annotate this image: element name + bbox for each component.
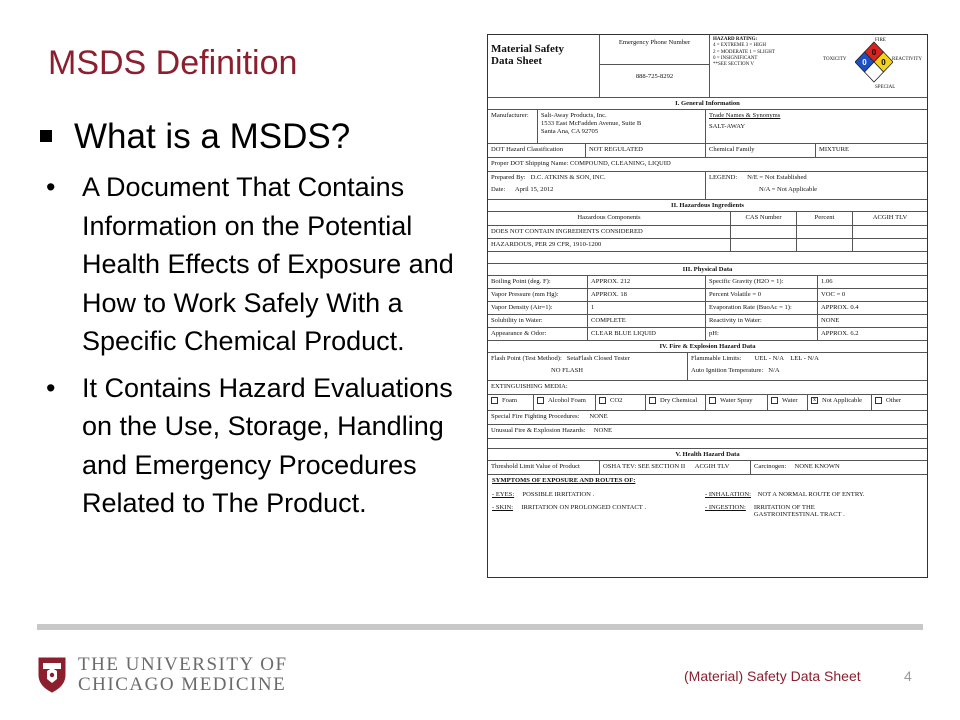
empty-cell: [731, 226, 797, 238]
acgih-tlv: ACGIH TLV: [694, 463, 730, 470]
physical-value: 1.06: [821, 278, 833, 285]
bullet-text: A Document That Contains Information on the Potential Health Effects of Exposure and How to Work Safely With a Specific Chemical Product.: [82, 172, 454, 356]
manufacturer-line: Salt-Away Products, Inc.: [541, 112, 607, 119]
fire-value: 0: [871, 48, 877, 57]
physical-value: APPROX. 18: [588, 289, 706, 301]
symptoms-block: [488, 475, 927, 520]
manufacturer-value: [538, 110, 706, 143]
media-option: [596, 395, 646, 410]
special-label: SPECIAL: [875, 85, 896, 90]
health-value: 0: [862, 58, 867, 67]
unusual-value: NONE: [593, 427, 613, 434]
ingredients-line: HAZARDOUS, PER 29 CFR, 1910-1200: [488, 239, 731, 251]
dot-value: NOT REGULATED: [586, 144, 706, 157]
uel-value: UEL - N/A: [754, 355, 784, 362]
lel-value: LEL - N/A: [790, 355, 819, 362]
hazard-rating-cell: [710, 35, 927, 97]
skin-label: - SKIN:: [492, 504, 514, 511]
media-option: [706, 395, 768, 410]
manufacturer-label: Manufacturer:: [488, 110, 538, 143]
media-option: [808, 395, 872, 410]
page-title: MSDS Definition: [48, 44, 298, 82]
carcinogen-label: Carcinogen:: [754, 463, 787, 470]
date-label: Date:: [491, 186, 506, 194]
section-health-title: V. Health Hazard Data: [488, 449, 927, 461]
flammable-label: Flammable Limits:: [691, 355, 742, 362]
inhalation-value: NOT A NORMAL ROUTE OF ENTRY.: [757, 491, 865, 498]
checkbox-icon: [709, 397, 716, 404]
checkbox-icon: [537, 397, 544, 404]
media-option: [488, 395, 534, 410]
emergency-number: 888-725-8292: [635, 72, 674, 80]
org-name-line2: CHICAGO MEDICINE: [78, 674, 287, 695]
components-header: Hazardous Components: [488, 212, 731, 225]
msds-title-cell: [488, 35, 600, 97]
physical-label: Percent Volatile = 0: [706, 289, 818, 301]
media-option: [646, 395, 706, 410]
section-general-title: I. General Information: [488, 98, 927, 110]
table-row: [488, 315, 927, 328]
footer-caption: (Material) Safety Data Sheet: [684, 668, 861, 684]
reactivity-label: REACTIVITY: [892, 57, 922, 62]
table-row: [488, 289, 927, 302]
media-label: Other: [886, 397, 902, 405]
empty-cell: [853, 239, 927, 251]
table-row: [488, 302, 927, 315]
physical-value: APPROX. 6.2: [821, 330, 859, 337]
section-fire-title: IV. Fire & Explosion Hazard Data: [488, 341, 927, 353]
physical-value: 1: [588, 302, 706, 314]
bullet-list: [46, 168, 466, 531]
date-value: April 15, 2012: [514, 186, 554, 194]
bullet-dot-icon: •: [46, 372, 56, 403]
physical-value: APPROX. 0.4: [821, 304, 859, 311]
legend-cell: [706, 172, 927, 199]
media-option: [534, 395, 596, 410]
media-label: Not Applicable: [822, 397, 863, 405]
physical-value: APPROX. 212: [588, 276, 706, 288]
org-name-line1: THE UNIVERSITY OF: [78, 654, 288, 675]
legend-label: LEGEND:: [709, 174, 738, 181]
footer-divider: [37, 624, 923, 630]
media-label: Water Spray: [720, 397, 753, 405]
empty-cell: [853, 226, 927, 238]
msds-form-image: [487, 34, 928, 578]
flash-method: SetaFlash Closed Tester: [566, 355, 630, 362]
list-item: [46, 168, 466, 361]
flash-cell: [488, 353, 688, 380]
prepared-label: Prepared By:: [491, 174, 526, 181]
media-label: CO2: [610, 397, 623, 405]
eyes-value: POSSIBLE IRRITATION .: [522, 491, 595, 498]
manufacturer-line: Santa Ana, CA 92705: [541, 128, 599, 136]
hazard-rating-line: 2 = MODERATE 1 = SLIGHT: [713, 49, 775, 55]
msds-title-line2: Data Sheet: [491, 55, 543, 68]
physical-label: Appearance & Odor:: [488, 328, 588, 340]
msds-title-line1: Material Safety: [491, 43, 564, 55]
physical-label: Reactivity in Water:: [706, 315, 818, 327]
legend-item: N/E = Not Established: [747, 174, 807, 181]
nfpa-diamond-icon: [855, 40, 893, 88]
skin-value: IRRITATION ON PROLONGED CONTACT .: [521, 504, 646, 511]
table-row: [488, 328, 927, 341]
section-physical-title: III. Physical Data: [488, 264, 927, 276]
checkbox-icon: [875, 397, 882, 404]
shipping-name: Proper DOT Shipping Name: COMPOUND, CLEANING, LIQUID: [491, 160, 671, 167]
emergency-label: Emergency Phone Number: [600, 35, 709, 65]
spacer-row: [488, 439, 927, 449]
checkbox-icon: [491, 397, 498, 404]
autoignition-value: N/A: [768, 367, 780, 375]
unusual-label: Unusual Fire & Explosion Hazards:: [491, 427, 586, 434]
ingestion-value: IRRITATION OF THE: [753, 504, 815, 511]
section-ingredients-title: II. Hazardous Ingredients: [488, 200, 927, 212]
family-value: MIXTURE: [819, 146, 850, 153]
carcinogen-value: NONE KNOWN: [794, 463, 840, 470]
media-option: [872, 395, 927, 410]
legend-item: N/A = Not Applicable: [759, 186, 818, 194]
hazard-rating-line: 4 = EXTREME 3 = HIGH: [713, 43, 766, 49]
percent-header: Percent: [797, 212, 853, 225]
flash-value: NO FLASH: [551, 367, 584, 375]
special-fire-label: Special Fire Fighting Procedures:: [491, 413, 580, 420]
eyes-label: - EYES:: [492, 491, 515, 498]
trade-names-cell: [706, 110, 927, 143]
osha-tev: OSHA TEV: SEE SECTION II: [603, 463, 686, 470]
trade-label: Trade Names & Synonyms: [709, 112, 781, 119]
inhalation-label: - INHALATION:: [705, 491, 751, 498]
media-label: Foam: [502, 397, 518, 405]
bullet-dot-icon: •: [46, 172, 56, 202]
physical-value: COMPLETE: [588, 315, 706, 327]
physical-label: pH:: [706, 328, 818, 340]
family-label: Chemical Family: [706, 144, 816, 157]
cas-header: CAS Number: [731, 212, 797, 225]
physical-label: Solubility in Water:: [488, 315, 588, 327]
autoignition-label: Auto Ignition Temperature:: [691, 367, 764, 375]
reactivity-value: 0: [881, 58, 886, 67]
bullet-text: It Contains Hazard Evaluations on the Use, Storage, Handling and Emergency Procedures Related to The Product.: [82, 372, 453, 518]
ingestion-label: - INGESTION:: [705, 504, 746, 511]
manufacturer-line: 1533 East McFadden Avenue, Suite B: [541, 120, 642, 128]
university-logo: [38, 655, 298, 695]
physical-value: VOC = 0: [821, 291, 846, 298]
dot-label: DOT Hazard Classification: [488, 144, 586, 157]
spacer-row: [488, 252, 927, 264]
media-label: Dry Chemical: [660, 397, 698, 405]
physical-label: Vapor Pressure (mm Hg):: [488, 289, 588, 301]
hazard-rating-line: 0 = INSIGNIFICANT: [713, 55, 758, 61]
physical-label: Boiling Point (deg. F):: [488, 276, 588, 288]
question-bullet: [40, 117, 350, 157]
page-number: 4: [904, 668, 912, 684]
checkbox-icon: [599, 397, 606, 404]
media-label: Water: [782, 397, 798, 405]
trade-value: SALT-AWAY: [709, 123, 746, 131]
empty-cell: [731, 239, 797, 251]
checkbox-icon: x: [813, 397, 816, 403]
flash-label: Flash Point (Test Method):: [491, 355, 562, 362]
physical-label: Specific Gravity (H2O = 1):: [706, 276, 818, 288]
empty-cell: [797, 226, 853, 238]
special-fire-value: NONE: [589, 413, 608, 420]
physical-value: NONE: [821, 317, 840, 324]
prepared-cell: [488, 172, 706, 199]
ingredients-line: DOES NOT CONTAIN INGREDIENTS CONSIDERED: [488, 226, 731, 238]
square-bullet-icon: [40, 130, 52, 142]
physical-label: Vapor Density (Air=1):: [488, 302, 588, 314]
ingestion-value: GASTROINTESTINAL TRACT .: [753, 511, 845, 518]
media-option: [768, 395, 808, 410]
tlv-row-label: Threshold Limit Value of Product: [488, 461, 600, 474]
physical-value: CLEAR BLUE LIQUID: [588, 328, 706, 340]
extinguishing-label: EXTINGUISHING MEDIA:: [491, 383, 568, 390]
table-row: [488, 276, 927, 289]
symptoms-title: SYMPTOMS OF EXPOSURE AND ROUTES OF:: [492, 477, 636, 484]
fire-label: FIRE: [875, 38, 886, 43]
question-text: What is a MSDS?: [74, 117, 351, 156]
university-shield-icon: [38, 657, 66, 693]
list-item: [46, 369, 466, 523]
prepared-value: D.C. ATKINS & SON, INC.: [530, 174, 606, 181]
empty-cell: [797, 239, 853, 251]
hazard-rating-title: HAZARD RATING:: [713, 37, 758, 42]
tlv-header: ACGIH TLV: [872, 214, 908, 221]
checkbox-icon: [649, 397, 656, 404]
emergency-cell: [600, 35, 710, 97]
checkbox-icon: [771, 397, 778, 404]
media-label: Alcohol Foam: [548, 397, 586, 405]
toxicity-label: TOXICITY: [823, 57, 847, 62]
hazard-rating-line: **SEE SECTION V: [713, 62, 755, 67]
physical-label: Evaporation Rate (BuoAc = 1):: [706, 302, 818, 314]
flammable-cell: [688, 353, 927, 380]
